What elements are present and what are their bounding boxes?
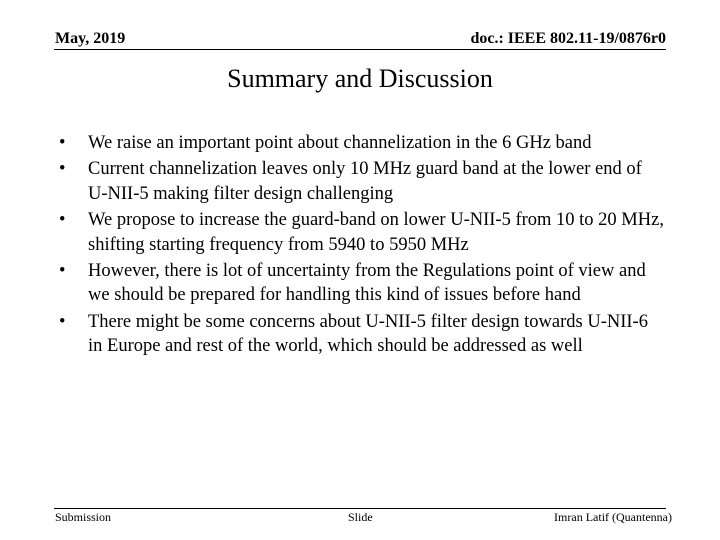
bullet-icon: •: [59, 311, 66, 332]
bullet-item: [54, 157, 664, 206]
bullet-item: [54, 208, 664, 257]
footer-divider: [54, 508, 666, 509]
bullet-text: Current channelization leaves only 10 MHz guard band at the lower end of U-NII-5 making filter design challenging: [88, 159, 642, 204]
bullet-icon: •: [59, 210, 66, 231]
header-doc-id: doc.: IEEE 802.11-19/0876r0: [470, 30, 666, 47]
bullet-icon: •: [59, 159, 66, 180]
bullet-item: [54, 310, 664, 359]
bullet-text: We raise an important point about channelization in the 6 GHz band: [88, 133, 592, 153]
footer-slide-label: Slide: [348, 510, 373, 524]
header-divider: [54, 49, 666, 50]
bullet-list: [54, 131, 664, 361]
bullet-icon: •: [59, 261, 66, 282]
bullet-text: There might be some concerns about U-NII-5 filter design towards U-NII-6 in Europe and rest of the world, which should be addressed as well: [88, 311, 648, 357]
bullet-icon: •: [59, 133, 66, 153]
footer-submission: Submission: [55, 510, 112, 524]
slide-title: Summary and Discussion: [227, 64, 493, 93]
bullet-text: However, there is lot of uncertainty from the Regulations point of view and we should be prepared for handling this kind of issues before hand: [88, 261, 646, 306]
bullet-text: We propose to increase the guard-band on lower U-NII-5 from 10 to 20 MHz, shifting starting frequency from 5940 to 5950 MHz: [88, 210, 664, 255]
header-date: May, 2019: [55, 30, 126, 47]
footer-author: Imran Latif (Quantenna): [554, 510, 672, 524]
bullet-item: [54, 131, 664, 155]
bullet-item: [54, 259, 664, 308]
